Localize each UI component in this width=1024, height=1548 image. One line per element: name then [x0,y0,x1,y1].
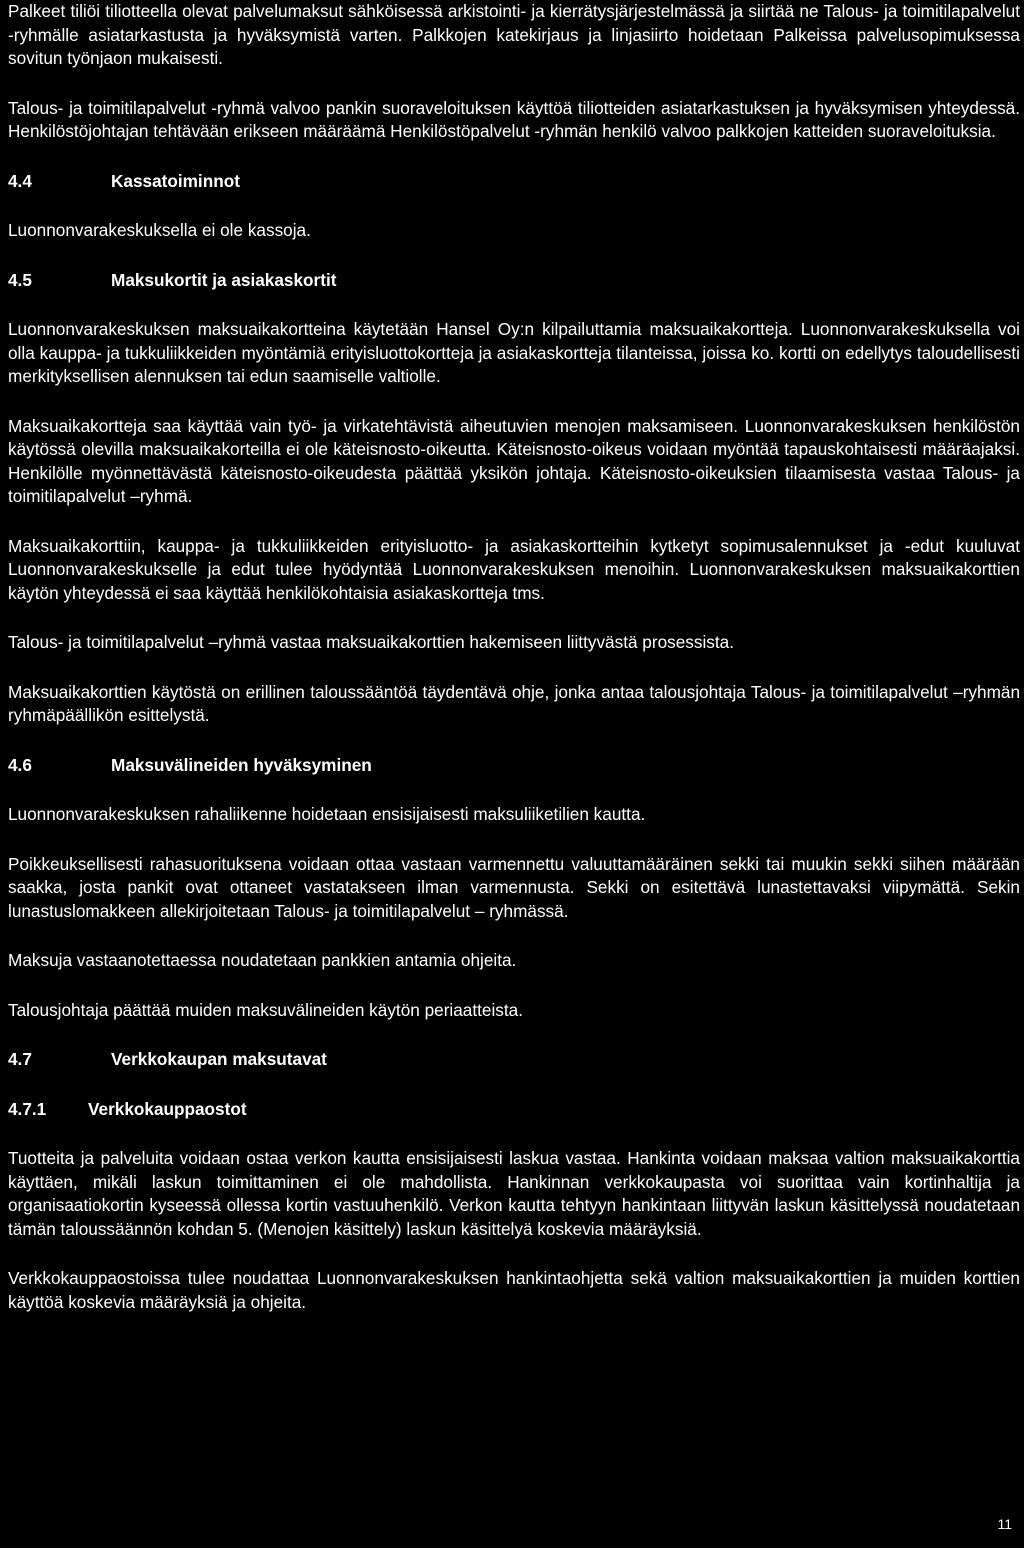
paragraph: Luonnonvarakeskuksella ei ole kassoja. [8,220,311,240]
paragraph: Maksuaikakorttiin, kauppa- ja tukkuliikkeiden erityisluotto- ja asiakaskortteihin kytketyt sopimusalennukset ja -edut kuuluvat Luonnonvarakeskukselle ja edut tulee hyödyntää Luonnonvarakeskuksen menoihin. Luonnonvarakeskuksen maksuaikakorttien käytön yhteydessä ei saa käyttää henkilökohtaisia asiakaskortteja tms. [8,535,1020,603]
section-number: 4.7 [8,1049,32,1069]
section-heading-4-6 [8,754,1020,778]
page-number: 11 [997,1516,1012,1532]
paragraph: Maksuaikakortteja saa käyttää vain työ- ja virkatehtävistä aiheutuvien menojen maksamiseen. Luonnonvarakeskuksen henkilöstön käytössä olevilla maksuaikakorteilla ei ole käteisnosto-oikeutta. Käteisnosto-oikeus voidaan myöntää tapauskohtaisesti määräajaksi. Henkilölle myönnettävästä käteisnosto-oikeudesta päättää yksikön johtaja. Käteisnosto-oikeuksien tilaamisesta vastaa Talous- ja toimitilapalvelut –ryhmä. [8,415,1020,506]
section-title: Verkkokaupan maksutavat [111,1049,327,1069]
section-title: Kassatoiminnot [111,170,240,191]
section-number: 4.5 [8,269,32,290]
paragraph: Luonnonvarakeskuksen maksuaikakortteina käytetään Hansel Oy:n kilpailuttamia maksuaikakortteja. Luonnonvarakeskuksella voi olla kauppa- ja tukkuliikkeiden myöntämiä erityisluottokortteja ja asiakaskortteja tilanteissa, joissa ko. kortti on edellytys taloudellisesti merkityksellisen alennuksen tai edun saamiselle valtiolle. [8,319,1020,386]
section-number: 4.4 [8,170,32,191]
paragraph: Maksuaikakorttien käytöstä on erillinen taloussääntöä täydentävä ohje, jonka antaa talousjohtaja Talous- ja toimitilapalvelut –ryhmän ryhmäpäällikön esittelystä. [8,681,1020,725]
document-page [8,0,1020,1548]
section-title: Maksuvälineiden hyväksyminen [111,754,372,775]
section-heading-4-7-1 [8,1098,1020,1122]
section-heading-4-5 [8,269,1020,293]
paragraph: Maksuja vastaanotettaessa noudatetaan pankkien antamia ohjeita. [8,950,517,970]
paragraph: Verkkokauppaostoissa tulee noudattaa Luonnonvarakeskuksen hankintaohjetta sekä valtion maksuaikakorttien ja muiden korttien käyttöä koskevia määräyksiä ja ohjeita. [8,1268,1020,1312]
section-heading-4-4 [8,170,1020,194]
paragraph: Talous- ja toimitilapalvelut –ryhmä vastaa maksuaikakorttien hakemiseen liittyvästä prosessista. [8,632,735,652]
paragraph: Poikkeuksellisesti rahasuorituksena voidaan ottaa vastaan varmennettu valuuttamääräinen sekki tai muukin sekki siihen määrään saakka, josta pankit ovat ottaneet vastatakseen ilman varmennusta. Sekki on esitettävä lunastettavaksi viipymättä. Sekin lunastuslomakkeen allekirjoitetaan Talous- ja toimitilapalvelut – ryhmässä. [8,853,1020,921]
section-heading-4-7 [8,1048,1020,1072]
paragraph: Talousjohtaja päättää muiden maksuvälineiden käytön periaatteista. [8,999,523,1020]
paragraph: Palkeet tiliöi tiliotteella olevat palvelumaksut sähköisessä arkistointi- ja kierrätysjärjestelmässä ja siirtää ne Talous- ja toimitilapalvelut -ryhmälle asiatarkastusta ja hyväksymistä varten. Palkkojen katekirjaus ja linjasiirto hoidetaan Palkeissa palvelusopimuksessa sovitun työnjaon mukaisesti. [8,1,1020,68]
section-number: 4.7.1 [8,1098,47,1119]
section-title: Maksukortit ja asiakaskortit [111,269,337,290]
paragraph: Luonnonvarakeskuksen rahaliikenne hoidetaan ensisijaisesti maksuliiketilien kautta. [8,804,646,824]
paragraph: Talous- ja toimitilapalvelut -ryhmä valvoo pankin suoraveloituksen käyttöä tiliotteiden asiatarkastuksen ja hyväksymisen yhteydessä. Henkilöstöjohtajan tehtävään erikseen määräämä Henkilöstöpalvelut -ryhmän henkilö valvoo palkkojen katteiden suoraveloituksia. [8,97,1020,141]
paragraph: Tuotteita ja palveluita voidaan ostaa verkon kautta ensisijaisesti laskua vastaa. Hankinta voidaan maksaa valtion maksuaikakorttia käyttäen, mikäli laskun toimittaminen ei ole mahdollista. Hankinnan verkkokaupasta voi suorittaa vain kortinhaltija ja organisaatiokortin kyseessä ollessa kortin vastuuhenkilö. Verkon kautta tehtyyn hankintaan liittyvän laskun käsittelyssä noudatetaan tämän taloussäännön kohdan 5. (Menojen käsittely) laskun käsittelyä koskevia määräyksiä. [8,1148,1020,1239]
section-number: 4.6 [8,754,32,775]
section-title: Verkkokauppaostot [88,1098,247,1119]
